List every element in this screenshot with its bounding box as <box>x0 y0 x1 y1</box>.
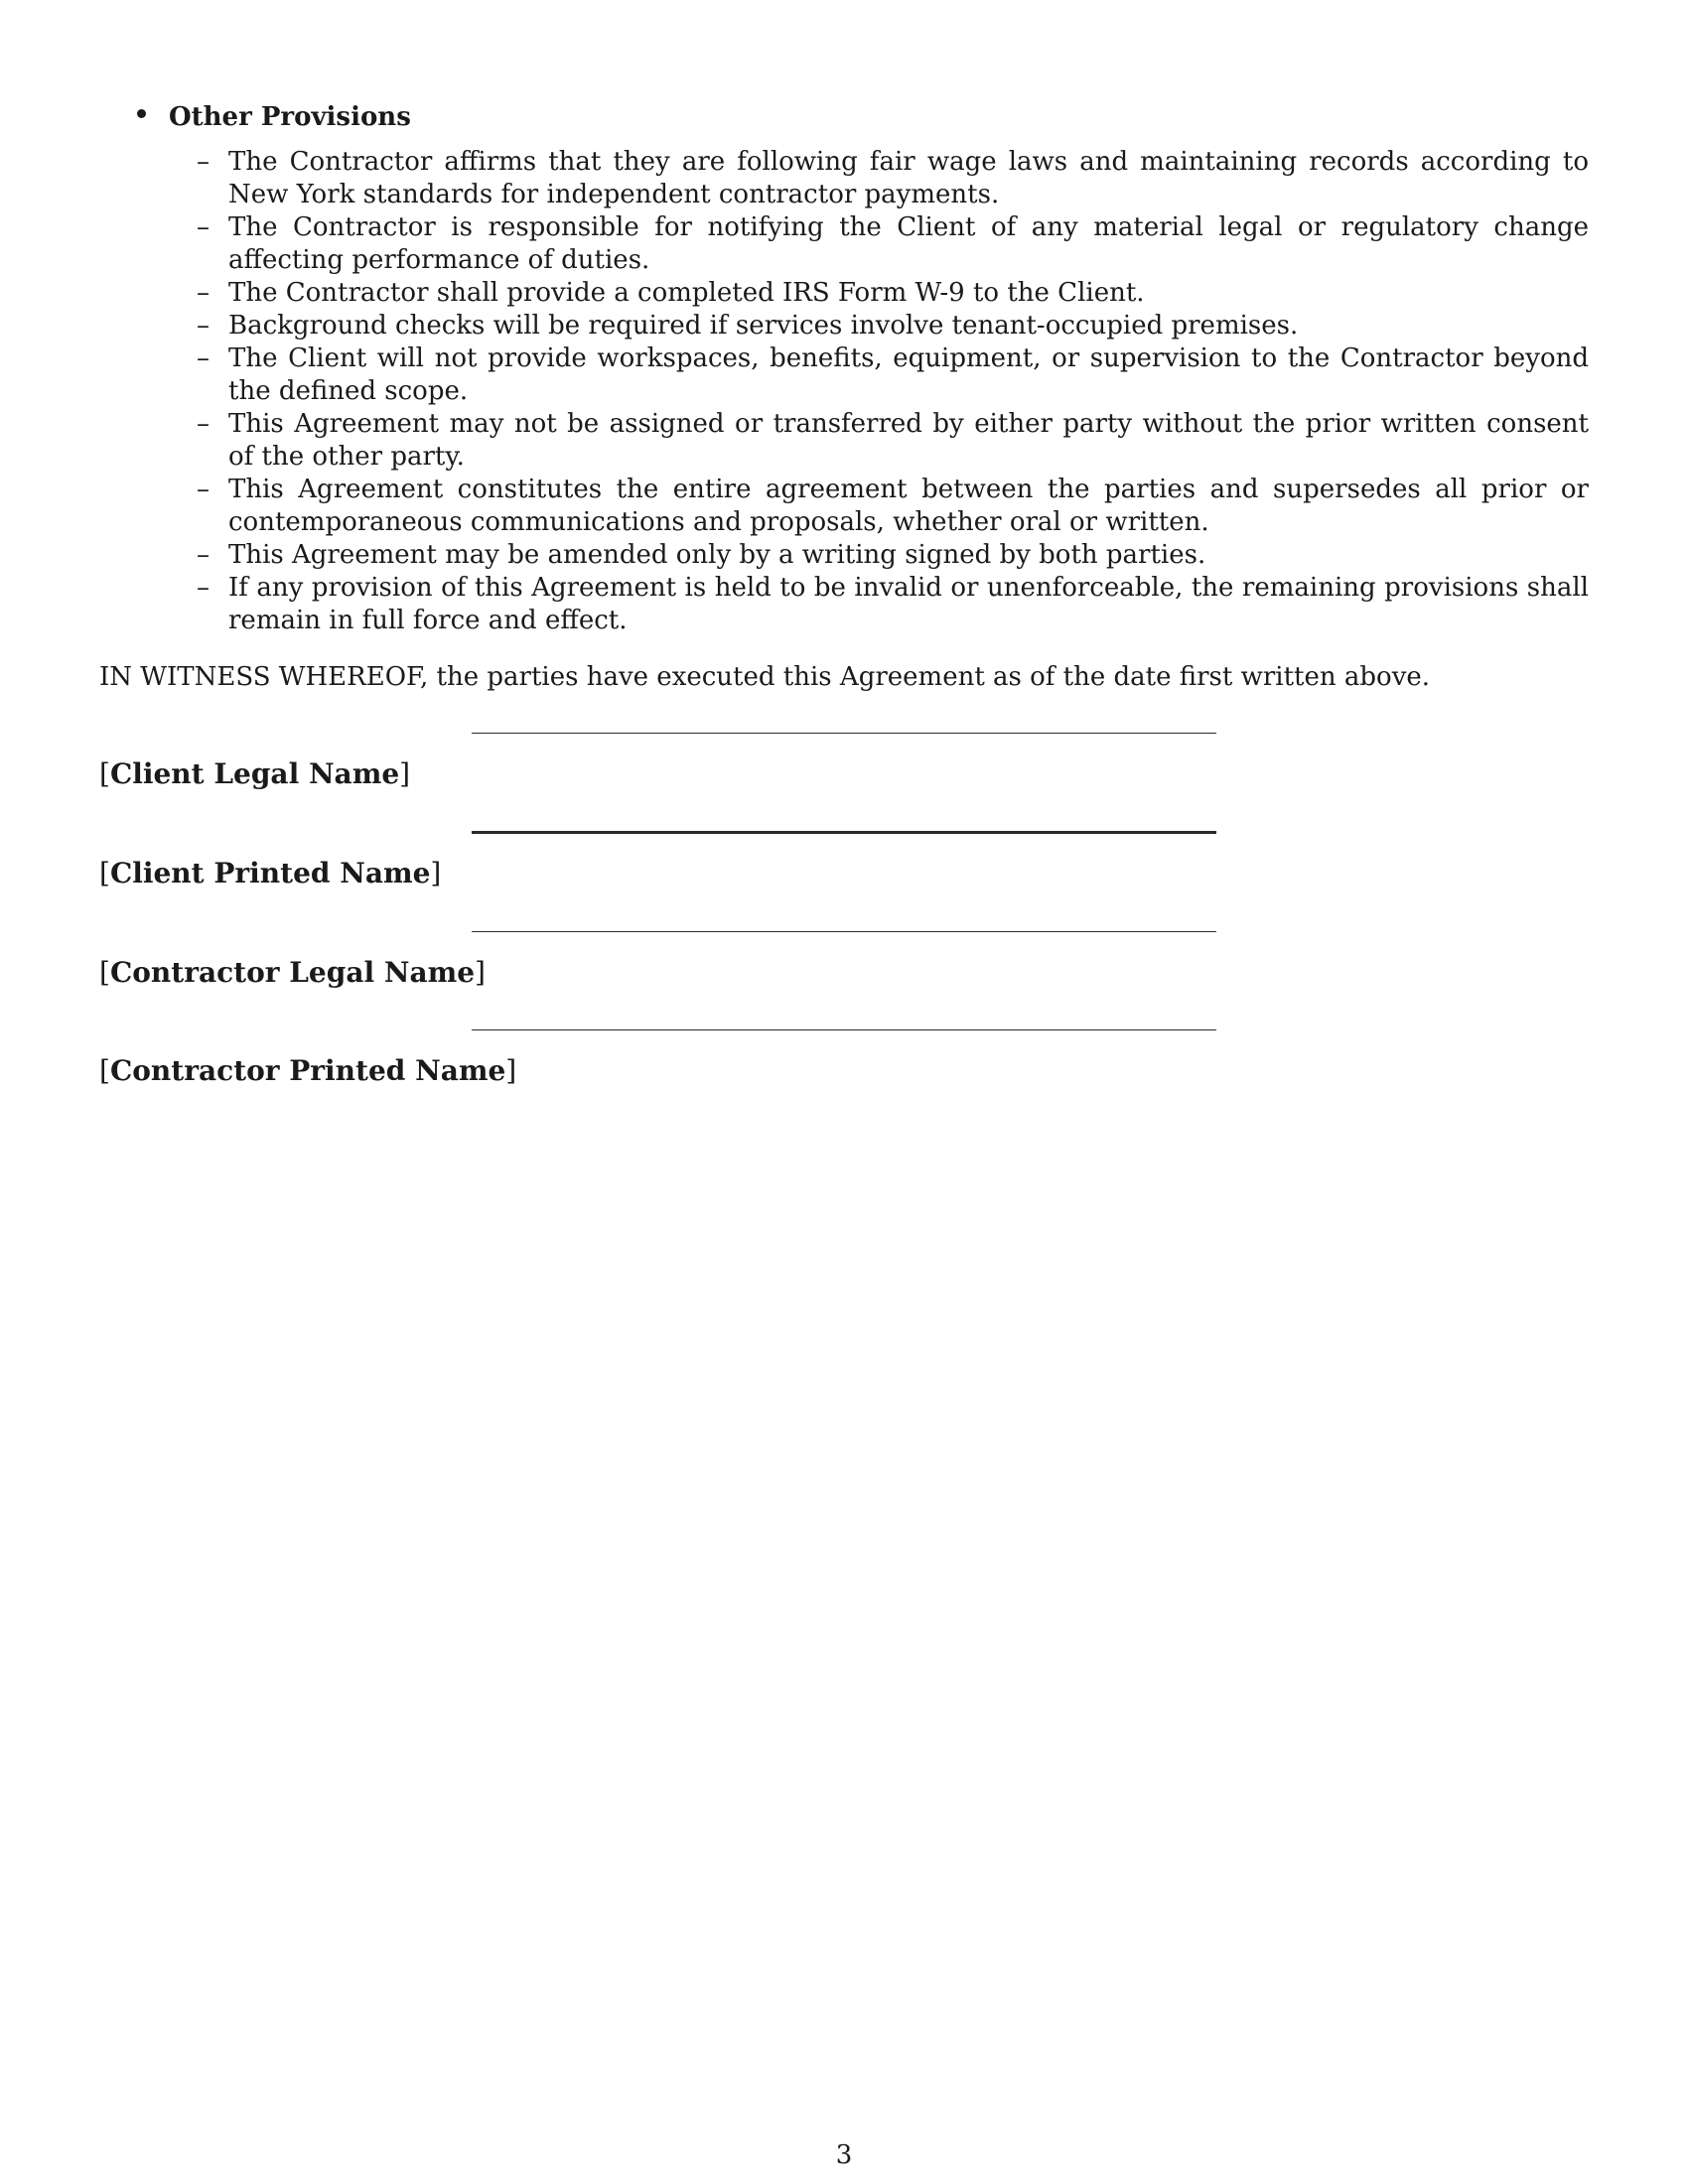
list-item <box>99 408 1589 474</box>
list-item <box>99 211 1589 277</box>
list-item-text: If any provision of this Agreement is held to be invalid or unenforceable, the remaining provisions shall remain in full force and effect. <box>228 573 1589 635</box>
provisions-list <box>99 146 1589 637</box>
list-item-text: This Agreement may be amended only by a writing signed by both parties. <box>228 540 1206 570</box>
list-item <box>99 310 1589 342</box>
dash-icon: – <box>197 278 210 308</box>
list-item <box>99 342 1589 408</box>
list-item-text: The Contractor shall provide a completed IRS Form W-9 to the Client. <box>228 278 1145 308</box>
dash-icon: – <box>197 212 210 242</box>
dash-icon: – <box>197 311 210 341</box>
section-heading: Other Provisions <box>169 102 411 132</box>
contractor-legal-name-label: [Contractor Legal Name] <box>99 956 486 989</box>
dash-icon: – <box>197 573 210 603</box>
other-provisions-section <box>99 97 1589 137</box>
client-printed-signature-line[interactable] <box>472 831 1216 834</box>
list-item-text: The Client will not provide workspaces, benefits, equipment, or supervision to the Contractor beyond the defined scope. <box>228 343 1589 406</box>
bullet-icon <box>137 109 146 118</box>
list-item-text: Background checks will be required if services involve tenant-occupied premises. <box>228 311 1299 341</box>
client-legal-signature-line[interactable] <box>472 733 1216 734</box>
section-heading-row <box>99 97 1589 137</box>
contractor-printed-name-label: [Contractor Printed Name] <box>99 1054 517 1087</box>
list-item <box>99 474 1589 539</box>
list-item-text: This Agreement may not be assigned or transferred by either party without the prior written consent of the other party. <box>228 409 1589 472</box>
dash-icon: – <box>197 343 210 373</box>
contractor-legal-signature-line[interactable] <box>472 931 1216 932</box>
list-item <box>99 539 1589 572</box>
dash-icon: – <box>197 475 210 504</box>
dash-icon: – <box>197 540 210 570</box>
witness-statement: IN WITNESS WHEREOF, the parties have executed this Agreement as of the date first written above. <box>99 662 1431 692</box>
list-item-text: The Contractor affirms that they are following fair wage laws and maintaining records according to New York standards for independent contractor payments. <box>228 147 1589 209</box>
list-item <box>99 277 1589 310</box>
dash-icon: – <box>197 147 210 177</box>
list-item <box>99 146 1589 211</box>
list-item <box>99 572 1589 637</box>
list-item-text: This Agreement constitutes the entire agreement between the parties and supersedes all prior or contemporaneous communications and proposals, whether oral or written. <box>228 475 1589 537</box>
client-legal-name-label: [Client Legal Name] <box>99 757 411 790</box>
contractor-printed-signature-line[interactable] <box>472 1029 1216 1030</box>
dash-icon: – <box>197 409 210 439</box>
list-item-text: The Contractor is responsible for notifying the Client of any material legal or regulatory change affecting performance of duties. <box>228 212 1589 275</box>
client-printed-name-label: [Client Printed Name] <box>99 857 442 889</box>
page-number: 3 <box>835 2140 853 2170</box>
